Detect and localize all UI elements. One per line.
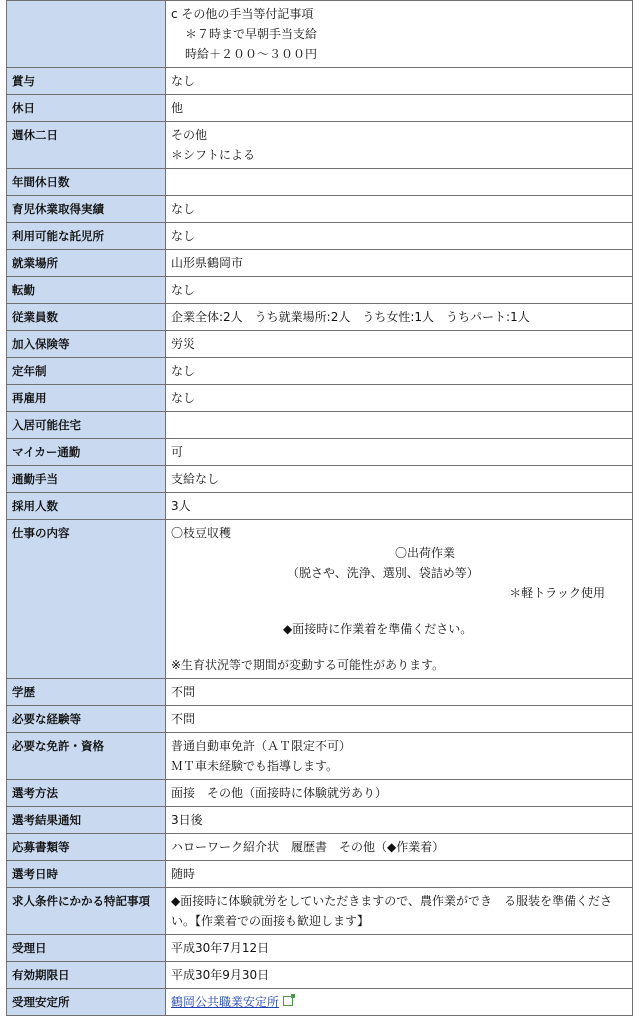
row-label: 育児休業取得実績	[7, 196, 166, 223]
table-row	[7, 861, 633, 888]
table-row	[7, 807, 633, 834]
row-label: 転勤	[7, 277, 166, 304]
job-content-note: ※生育状況等で期間が変動する可能性があります。	[171, 658, 445, 672]
row-label: 利用可能な託児所	[7, 223, 166, 250]
spacer	[171, 603, 627, 619]
table-row	[7, 196, 633, 223]
table-row	[7, 733, 633, 780]
job-content-value	[166, 520, 633, 679]
row-value-line: ＭＴ車未経験でも指導します。	[171, 759, 339, 773]
table-row	[7, 1, 633, 68]
table-row	[7, 935, 633, 962]
table-row	[7, 385, 633, 412]
table-row	[7, 250, 633, 277]
job-content-item: 〇枝豆収穫	[171, 526, 232, 540]
row-value: ハローワーク紹介状 履歴書 その他（◆作業着）	[166, 834, 633, 861]
row-value-empty	[166, 412, 633, 439]
row-label: 求人条件にかかる特記事項	[7, 888, 166, 935]
row-value	[166, 1, 633, 68]
row-value: なし	[166, 385, 633, 412]
row-value: 3日後	[166, 807, 633, 834]
table-row	[7, 439, 633, 466]
row-value-line: その他	[171, 128, 208, 142]
row-value-line: c その他の手当等付記事項	[171, 7, 314, 21]
row-value-line: 普通自動車免許（ＡＴ限定不可）	[171, 739, 352, 753]
table-row	[7, 493, 633, 520]
row-value	[166, 989, 633, 1016]
row-value: 平成30年7月12日	[166, 935, 633, 962]
table-row	[7, 331, 633, 358]
row-label: 採用人数	[7, 493, 166, 520]
row-label: 選考結果通知	[7, 807, 166, 834]
row-value: 山形県鶴岡市	[166, 250, 633, 277]
row-label	[7, 1, 166, 68]
row-value: 支給なし	[166, 466, 633, 493]
job-detail-rows	[7, 1, 633, 1016]
row-label: 従業員数	[7, 304, 166, 331]
row-value: 平成30年9月30日	[166, 962, 633, 989]
row-label: 入居可能住宅	[7, 412, 166, 439]
row-label: 再雇用	[7, 385, 166, 412]
row-value: なし	[166, 68, 633, 95]
row-value: 労災	[166, 331, 633, 358]
table-row	[7, 95, 633, 122]
job-content-notice: ◆面接時に作業着を準備ください。	[283, 622, 473, 636]
table-row	[7, 169, 633, 196]
row-label: 定年制	[7, 358, 166, 385]
row-value: なし	[166, 196, 633, 223]
row-label: 加入保険等	[7, 331, 166, 358]
table-row	[7, 68, 633, 95]
table-row	[7, 989, 633, 1016]
table-row	[7, 834, 633, 861]
row-value: 不問	[166, 706, 633, 733]
job-content-item: （脱さや、洗浄、選別、袋詰め等）	[287, 566, 479, 580]
row-value-line: い。【作業着での面接も歓迎します】	[171, 914, 370, 928]
row-value: なし	[166, 358, 633, 385]
job-content-item: 〇出荷作業	[395, 546, 456, 560]
table-row	[7, 962, 633, 989]
row-value	[166, 733, 633, 780]
table-row	[7, 466, 633, 493]
row-value: 3人	[166, 493, 633, 520]
row-label: 週休二日	[7, 122, 166, 169]
office-link[interactable]: 鶴岡公共職業安定所	[171, 995, 280, 1009]
row-label: 選考日時	[7, 861, 166, 888]
row-value	[166, 122, 633, 169]
row-value: なし	[166, 223, 633, 250]
table-row	[7, 679, 633, 706]
job-detail-table	[6, 0, 633, 1016]
row-value-line: ＊シフトによる	[171, 148, 256, 162]
row-label: 必要な経験等	[7, 706, 166, 733]
table-row	[7, 888, 633, 935]
row-value-line: ＊７時まで早朝手当支給	[185, 27, 318, 41]
row-label: 受理日	[7, 935, 166, 962]
row-value-line: 時給＋２００～３００円	[185, 47, 318, 61]
table-row	[7, 706, 633, 733]
external-link-icon	[283, 996, 293, 1006]
row-label: 選考方法	[7, 780, 166, 807]
row-value-empty	[166, 169, 633, 196]
row-label: 必要な免許・資格	[7, 733, 166, 780]
row-value: 面接 その他（面接時に体験就労あり）	[166, 780, 633, 807]
spacer	[171, 639, 627, 655]
row-label: 学歴	[7, 679, 166, 706]
row-label: 仕事の内容	[7, 520, 166, 679]
row-label: 休日	[7, 95, 166, 122]
table-row	[7, 277, 633, 304]
table-row	[7, 304, 633, 331]
row-value: 他	[166, 95, 633, 122]
row-value: 可	[166, 439, 633, 466]
row-value: 企業全体:2人 うち就業場所:2人 うち女性:1人 うちパート:1人	[166, 304, 633, 331]
row-label: 応募書類等	[7, 834, 166, 861]
row-label: 有効期限日	[7, 962, 166, 989]
row-value: なし	[166, 277, 633, 304]
row-value	[166, 888, 633, 935]
row-label: 賞与	[7, 68, 166, 95]
row-label: マイカー通勤	[7, 439, 166, 466]
table-row-job-content	[7, 520, 633, 679]
job-content-item: ＊軽トラック使用	[509, 586, 605, 600]
table-row	[7, 780, 633, 807]
table-row	[7, 412, 633, 439]
row-label: 通勤手当	[7, 466, 166, 493]
row-label: 年間休日数	[7, 169, 166, 196]
table-row	[7, 223, 633, 250]
table-row	[7, 122, 633, 169]
row-value: 随時	[166, 861, 633, 888]
row-value: 不問	[166, 679, 633, 706]
row-value-line: ◆面接時に体験就労をしていただきますので、農作業ができ る服装を準備くださ	[171, 894, 612, 908]
row-label: 受理安定所	[7, 989, 166, 1016]
row-label: 就業場所	[7, 250, 166, 277]
table-row	[7, 358, 633, 385]
